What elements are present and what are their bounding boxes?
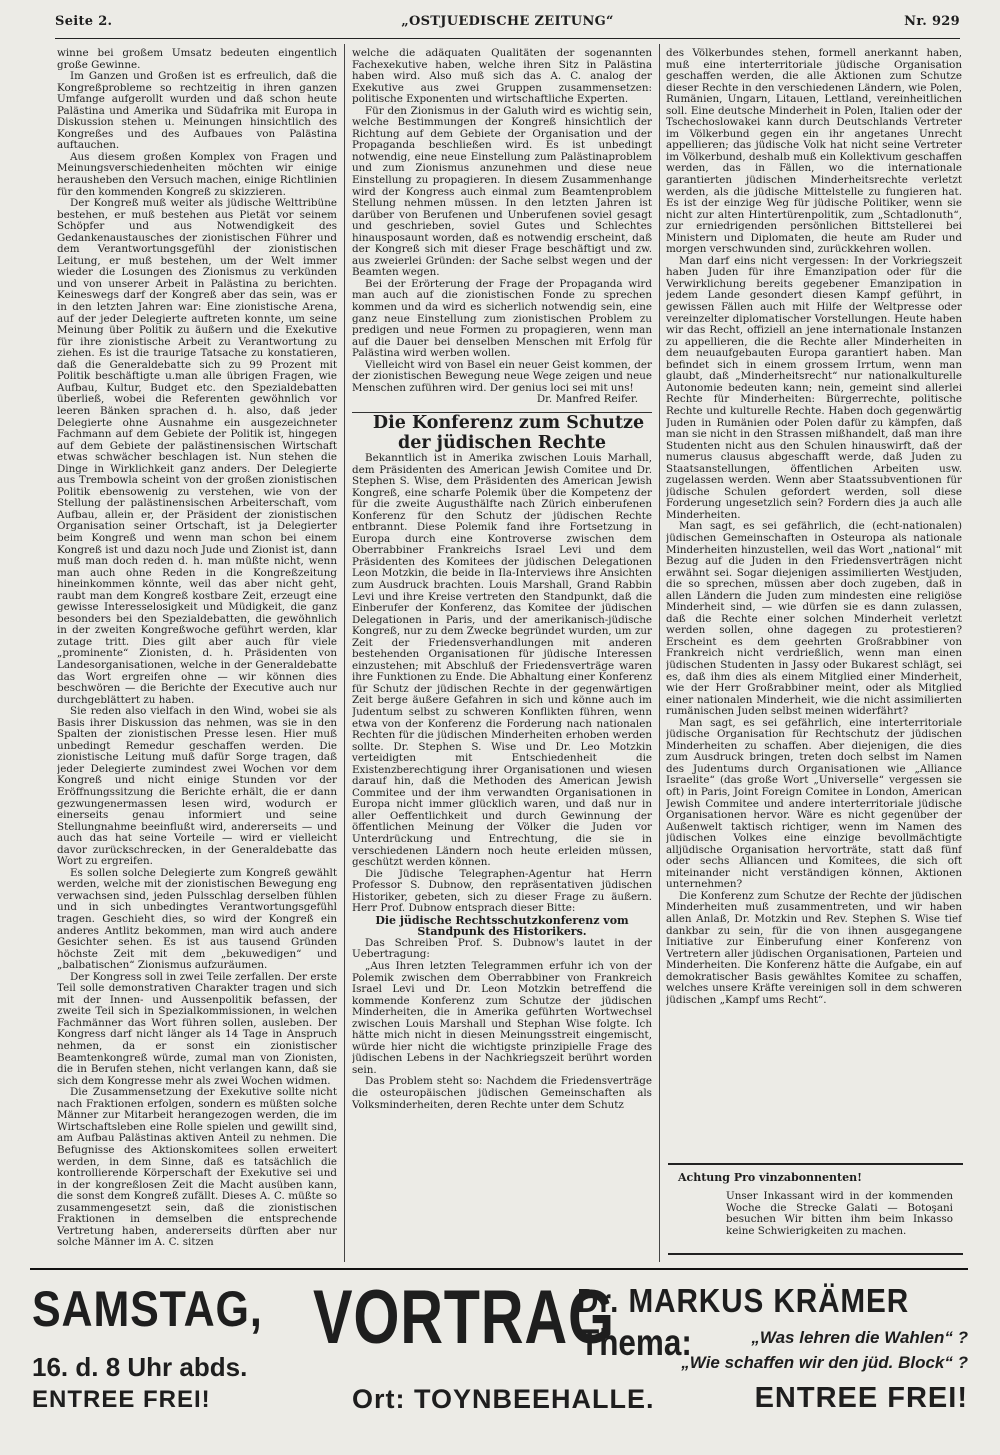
- paragraph: winne bei großem Umsatz bedeuten eingentlich große Gewinne.: [57, 48, 337, 71]
- ad-entree-right: ENTREE FREI!: [754, 1382, 968, 1414]
- paragraph: Das Schreiben Prof. S. Dubnow's lautet in der Uebertragung:: [352, 936, 652, 961]
- paragraph: Der Kongress soll in zwei Teile zerfallen. Der erste Teil solle demonstrativen Charakter tragen und sich mit der Innen- und Aussenpolitik befassen, der zweite Teil sich in Spezialkommissionen, in welchen Fachmänner das Wort führen sollen, ausleben. Der Kongress darf nicht länger als 14 Tage in Anspruch nehmen, da er sonst ein zionistischer Beamtenkongreß würde, zumal man von Zionisten, die in Berufen stehen, nicht verlangen kann, daß sie sich dem Kongresse mehr als zwei Wochen widmen.: [57, 970, 337, 1087]
- page-number: Seite 2.: [55, 14, 113, 29]
- paragraph: Vielleicht wird von Basel ein neuer Geist kommen, der der zionistischen Bewegung neue Wege zeigen und neue Menschen zuführen wird. Der genius loci sei mit uns!: [352, 358, 652, 394]
- article-column-1: [57, 48, 337, 1262]
- paragraph: Die Zusammensetzung der Exekutive sollte nicht nach Fraktionen erfolgen, sondern es müßten solche Männer zur Mitarbeit herangezogen werden, die im Wirtschaftsleben eine Rolle spielen und gewillt sind, am Aufbau Palästinas aktiven Anteil zu nehmen. Die Befugnisse des Aktionskomitees sollen erweitert werden, in dem Sinne, daß es tatsächlich die kontrollierende Körperschaft der Exekutive sei und in der kongreßlosen Zeit die Macht ausüben kann, die sonst dem Kongreß zufällt. Dieses A. C. müßte so zusammengesetzt sein, daß die zionistischen Fraktionen in demselben die entsprechende Vertretung haben, andererseits dürften aber nur solche Männer im A. C. sitzen: [57, 1086, 337, 1249]
- issue-number: Nr. 929: [904, 14, 960, 29]
- ad-topic-2: „Wie schaffen wir den jüd. Block“ ?: [681, 1353, 968, 1372]
- notice-body: Unser Inkassant wird in der kommenden Woche die Strecke Galati — Botoşani besuchen Wir bitten ihm beim Inkasso keine Schwierigkeiten zu machen.: [726, 1190, 953, 1237]
- lecture-advertisement: [30, 1268, 968, 1430]
- author-signature: Dr. Manfred Reifer.: [536, 393, 638, 406]
- paragraph: Bekanntlich ist in Amerika zwischen Louis Marhall, dem Präsidenten des American Jewish Comitee und Dr. Stephen S. Wise, dem Präsidenten des American Jewish Kongreß, eine scharfe Polemik über die Kompetenz der für die zweite Augusthälfte nach Zürich einberufenen Konferenz für den Schutz der jüdischen Rechte entbrannt. Diese Polemik fand ihre Fortsetzung in Europa durch eine Kontroverse zwischen dem Oberrabbiner Frankreichs Israel Levi und dem Präsidenten des Komitees der jüdischen Delegationen Leon Motzkin, die beide in Ila-Interviews ihre Ansichten zum Ausdruck brachten. Louis Marshall, Grand Rabbin Levi und ihre Kreise vertreten den Standpunkt, daß die Einberufer der Konferenz, das Komitee der jüdischen Delegationen in Paris, und der amerikanisch-jüdische Kongreß, nur zu dem Zwecke begründet wurden, um zur Zeit der Friedensverhandlungen mit anderen bestehenden Organisationen für jüdische Interessen einzustehen; mit Abschluß der Friedensverträge waren ihre Funktionen zu Ende. Die Abhaltung einer Konferenz für Schutz der jüdischen Rechte in der gegenwärtigen Zeit berge äußere Gefahren in sich und könne auch im Judentum selbst zu schweren Konflikten führen, wenn etwa von der Konferenz die Forderung nach nationalen Rechten für die jüdischen Minderheiten erhoben werden sollte. Dr. Stephen S. Wise und Dr. Leo Motzkin verteidigten mit Entschiedenheit die Existenzberechtigung ihrer Organisationen und wiesen darauf hin, daß die Methoden des American Jewish Commitee und der ihm verwandten Organisationen in Europa nicht immer glücklich waren, und daß nur in aller Oeffentlichkeit und durch Gewinnung der öffentlichen Meinung der Völker die Juden vor Unterdrückung und Entrechtung, die sie in verschiedenen Ländern noch heute erleiden müssen, geschützt werden können.: [352, 451, 652, 869]
- paragraph: Für den Zionismus in der Galuth wird es wichtig sein, welche Bestimmungen der Kongreß hinsichtlich der Richtung auf dem Gebiete der Organisation und der Propaganda beschließen wird. Es ist unbedingt notwendig, eine neue Einstellung zum Palästinaproblem und zum Zionismus anzunehmen und diese neue Einstellung zu propagieren. In diesem Zusammenhange wird der Kongress auch einmal zum Beamtenproblem Stellung nehmen müssen. In den letzten Jahren ist darüber von Berufenen und Unberufenen soviel gesagt und geschrieben, soviel Gutes und Schlechtes hinausposaunt worden, daß es notwendig erscheint, daß der Kongreß sich mit dieser Frage beschäftigt und zw. aus zweierlei Gründen: der Sache selbst wegen und der Beamten wegen.: [352, 104, 652, 279]
- paragraph: „Aus Ihren letzten Telegrammen erfuhr ich von der Polemik zwischen dem Oberrabbiner von Frankreich Israel Levi und Dr. Leon Motzkin betreffend die kommende Konferenz zum Schutze der jüdischen Minderheiten, die in Amerika geführten Wortwechsel zwischen Louis Marshall und Stephan Wise folgte. Ich hätte mich nicht in diesen Meinungsstreit eingemischt, würde hier nicht die wichtigste prinzipielle Frage des jüdischen Lebens in der Nachkriegszeit berührt worden sein.: [352, 960, 652, 1076]
- newspaper-title: „OSTJUEDISCHE ZEITUNG“: [401, 14, 614, 29]
- paragraph: Es sollen solche Delegierte zum Kongreß gewählt werden, welche mit der zionistischen Bewegung eng verwachsen sind, jeden Pulsschlag derselben fühlen und in sich unbedingtes Verantwortungsgefühl tragen. Geschieht dies, so wird der Kongreß ein anderes Antlitz bekommen, man wird auch andere Gesichter sehen. Es ist aus tausend Gründen höchste Zeit mit dem „bekuwedigen“ und „balbatischen“ Zionismus aufzuräumen.: [57, 866, 337, 972]
- paragraph: Man sagt, es sei gefährlich, eine interterritoriale jüdische Organisation für Rechtschutz der jüdischen Minderheiten zu schaffen. Aber diejenigen, die dies zum Ausdruck bringen, treten doch selbst im Namen des Judentums durch Organisationen wie „Alliance Israelite“ (das große Wort „Universelle“ vergessen sie oft) in Paris, Joint Foreign Comitee in London, American Jewish Commitee und andere interterritoriale jüdische Organisationen hervor. Wäre es nicht gegenüber der Außenwelt taktisch richtiger, wenn im Namen des jüdischen Volkes eine einzige bevollmächtigte alljüdische Organisation hervorträte, statt daß fünf oder sechs Alliancen und Komitees, die sich oft miteinander nicht verständigen können, Aktionen unternehmen?: [666, 716, 962, 891]
- ad-date-time: 16. d. 8 Uhr abds.: [32, 1352, 248, 1382]
- paragraph: Aus diesem großen Komplex von Fragen und Meinungsverschiedenheiten möchten wir einige herausheben den Versuch machen, einige Richtlinien für den kommenden Kongreß zu skizzieren.: [57, 150, 337, 198]
- ad-location: Ort: TOYNBEEHALLE.: [352, 1384, 655, 1414]
- paragraph: Sie reden also vielfach in den Wind, wobei sie als Basis ihrer Diskussion das nehmen, was sie in den Spalten der zionistischen Presse lesen. Hier muß unbedingt Remedur geschaffen werden. Die zionistische Leitung muß dafür Sorge tragen, daß jeder Delegierte zumindest zwei Wochen vor dem Kongreß und nicht einige Stunden vor der Eröffnungssitzung die Berichte erhält, die er dann gezwungenermassen lesen wird, wodurch er einerseits genau informiert und seine Stellungnahme beeinflußt wird, andererseits — und auch das hat seine Vorteile — wird er vielleicht davor zurückschrecken, in der Generaldebatte das Wort zu ergreifen.: [57, 705, 337, 868]
- ad-entree-left: ENTREE FREI!: [32, 1386, 211, 1413]
- paragraph: des Völkerbundes stehen, formell anerkannt haben, muß eine interterritoriale jüdische Organisation geschaffen werden, die alle Aktionen zum Schutze dieser Rechte in den verschiedenen Ländern, wie Polen, Rumänien, Ungarn, Litauen, Lettland, vereinheitlichen soll. Eine deutsche Minderheit in Polen, Italien oder der Tschechoslowakei kann durch Deutschlands Vertreter im Völkerbund gegen ein ihr angetanes Unrecht appellieren; das jüdische Volk hat nicht seine Vertreter im Völkerbund, deshalb muß ein Kollektivum geschaffen werden, das in Fällen, wo die internationale garantierten jüdischen Minderheitsrechte verletzt werden, als die jüdische Mittelstelle zu fungieren hat. Es ist der einzige Weg für jüdische Politiker, wenn sie nicht zur alten Hintertürenpolitik, zum „Schtadlonuth“, zur erniedrigenden persönlichen Bittstellerei bei Ministern und Diplomaten, die heute am Ruder und morgen verschwunden sind, zurückkehren wollen.: [666, 48, 962, 256]
- ad-thema-label: Thema:: [580, 1322, 692, 1363]
- paragraph: Die Konferenz zum Schutze der Rechte der jüdischen Minderheiten muß zusammentreten, und wir haben allen Anlaß, Dr. Motzkin und Rev. Stephen S. Wise tief dankbar zu sein, für die von ihnen ausgegangene Initiative zur Einberufung einer Konferenz von Vertretern aller jüdischen Organisationen, Parteien und Minderheiten. Die Konferenz hätte die Aufgabe, ein auf demokratischer Basis gewähltes Komitee zu schaffen, welches unsere Kräfte vereinigen soll in dem schweren jüdischen „Kampf ums Recht“.: [666, 889, 962, 1006]
- ad-vortrag: VORTRAG: [313, 1275, 615, 1360]
- header-rule: [55, 38, 960, 39]
- paragraph: Man darf eins nicht vergessen: In der Vorkriegszeit haben Juden für ihre Emanzipation oder für die Verwirklichung bereits gegebener Emanzipation in jedem Lande gesondert diesen Kampf geführt, in gewissen Fällen auch mit Hilfe der Weltpresse oder vereinzelter diplomatischer Vorstellungen. Heute haben wir das Recht, offiziell an jene internationale Instanzen zu appellieren, die die Rechte aller Minderheiten in dem neuaufgebauten Europa garantiert haben. Man befindet sich in einem grossem Irrtum, wenn man glaubt, daß „Minderheitsrecht“ nur nationalkulturelle Autonomie bedeuten kann; nein, gemeint sind allerlei Rechte für Minderheiten: Bürgerrechte, politische Rechte und kulturelle Rechte. Haben doch gegenwärtig Juden in Rumänien oder Polen dafür zu kämpfen, daß man sie nicht in den Strassen mißhandelt, daß man ihre Studenten nicht aus den Schulen hinauswirft, daß der numerus clausus abgeschafft werde, daß Juden zu Staatsanstellungen, öffentlichen Arbeiten usw. zugelassen werden. Wenn aber Staatssubventionen für jüdische Schulen gefordert werden, soll diese Forderung ungesetzlich sein? Fordern dies ja auch alle Minderheiten.: [666, 254, 962, 521]
- article-column-2: [352, 48, 652, 1262]
- column-divider-1: [344, 44, 345, 1262]
- paragraph: Der Kongreß muß weiter als jüdische Welttribüne bestehen, er muß bestehen aus Pietät vor seinem Schöpfer und aus Notwendigkeit des Gedankenaustausches der zionistischen Führer und dem Verantwortungsgefühl der zionistischen Leitung, er muß bestehen, um der Welt immer wieder die Losungen des Zionismus zu verkünden und von unserer Arbeit in Palästina zu berichten. Keineswegs darf der Kongreß aber das sein, was er in den letzten Jahren war: Eine zionistische Arena, auf der jeder Delegierte auftreten konnte, um seine Meinung über Politik zu äußern und die Exekutive für ihre zionistische Arbeit zu Verantwortung zu ziehen. Es ist die traurige Tatsache zu konstatieren, daß die Generaldebatte sich zu 99 Prozent mit Politik beschäftigte u.man alle übrigen Fragen, wie Aufbau, Kultur, Budget etc. den Spezialdebatten überließ, wobei die Referenten gewöhnlich vor leeren Bänken sprachen d. h. also, daß jeder Delegierte ohne Ausnahme ein ausgezeichneter Fachmann auf dem Gebiete der Politik ist, hingegen auf dem Gebiete der palästinensischen Wirtschaft etwas schwächer beschlagen ist. Nun stehen die Dinge in Wirklichkeit ganz anders. Der Delegierte aus Trembowla scheint von der großen zionistischen Politik ebensowenig zu verstehen, wie von der Stellung der palästinensischen Arbeiterschaft, vom Aufbau, allein er, der Präsident der zionistischen Organisation seiner Ortschaft, ist ja Delegierter beim Kongreß und wenn man schon bei einem Kongreß ist und dazu noch Jude und Zionist ist, dann muß man doch reden d. h. man müßte nicht, wenn man auch ohne Reden in die Kongreßzeitung hineinkommen könnte, weil das aber nicht geht, raubt man dem Kongreß kostbare Zeit, erzeugt eine gewisse Interesselosigkeit und Müdigkeit, die ganz besonders bei den Spezialdebatten, die gewöhnlich in der zweiten Kongreßwoche geführt werden, klar zutage tritt. Dies gilt aber auch für viele „prominente“ Zionisten, d. h. Präsidenten von Landesorganisationen, welche in der Generaldebatte das Wort ergreifen ohne — wir können dies beschwören — die Berichte der Executive auch nur durchgeblättert zu haben.: [57, 197, 337, 706]
- paragraph: Im Ganzen und Großen ist es erfreulich, daß die Kongreßprobleme so rechtzeitig in ihren ganzen Umfange aufgerollt wurden und daß schon heute Palästina und Amerika und Südafrika mit Europa in Diskussion stehen u. Meinungen hinsichtlich des Kongreßes und des Aufbaues von Palästina auftauchen.: [57, 70, 337, 152]
- paragraph: welche die adäquaten Qualitäten der sogenannten Fachexekutive haben, welche ihren Sitz in Palästina haben wird. Also muß sich das A. C. analog der Exekutive aus zwei Gruppen zusammensetzen: politische Exponenten und wirtschaftliche Experten.: [352, 48, 652, 106]
- paragraph: Das Problem steht so: Nachdem die Friedensverträge die osteuropäischen jüdischen Gemeinschaften als Volksminderheiten, deren Rechte unter dem Schutz: [352, 1075, 652, 1111]
- column-divider-2: [659, 44, 660, 1262]
- article-headline: Die Konferenz zum Schutze der jüdischen Rechte: [372, 412, 645, 453]
- page-header: [55, 14, 960, 36]
- ad-day: SAMSTAG,: [32, 1281, 263, 1337]
- article-column-3: [666, 48, 962, 1154]
- paragraph: Die Jüdische Telegraphen-Agentur hat Herrn Professor S. Dubnow, den repräsentativen jüdischen Historiker, gebeten, sich zu dieser Frage zu äußern. Herr Prof. Dubnow entsprach dieser Bitte:: [352, 867, 652, 915]
- paragraph: Man sagt, es sei gefährlich, die (echt-nationalen) jüdischen Gemeinschaften in Osteuropa als nationale Minderheiten hinzustellen, weil das Wort „national“ mit Bezug auf die Juden in den Friedensverträgen nicht erwähnt sei. Sogar diejenigen assimilierten Westjuden, die so sprechen, müssen aber doch zugeben, daß in allen Ländern die Juden zum mindesten eine religiöse Minderheit sind, — wie dürfen sie es dann zulassen, daß die Rechte einer solchen Minderheit verletzt werden sollen, ohne dagegen zu protestieren? Erscheint es dem geehrten Großrabbiner von Frankreich nicht verdrießlich, wenn man einen jüdischen Studenten in Jassy oder Bukarest schlägt, sei es, daß ihm dies als einem Mitglied einer Minderheit, wie der Herr Großrabbiner meint, oder als Mitglied einer nationalen Minderheit, wie die nicht assimilierten rumänischen Juden selbst meinen widerfährt?: [666, 520, 962, 718]
- ad-topic-1: „Was lehren die Wahlen“ ?: [751, 1328, 968, 1347]
- paragraph: Bei der Erörterung der Frage der Propaganda wird man auch auf die zionistischen Fonde zu sprechen kommen und da wird es sicherlich notwendig sein, eine ganz neue Einstellung zum zionistischen Problem zu predigen und neue Formen zu propagieren, wenn man auf die Dauer bei denselben Menschen mit Erfolg für Palästina wird werben wollen.: [352, 277, 652, 360]
- ad-speaker: Dr. MARKUS KRÄMER: [577, 1282, 910, 1319]
- notice-title: Achtung Pro vinzabonnenten!: [678, 1171, 862, 1184]
- subscriber-notice: [668, 1163, 963, 1255]
- article-subheadline: Die jüdische Rechtsschutzkonferenz vom Standpunk des Historikers.: [375, 913, 629, 939]
